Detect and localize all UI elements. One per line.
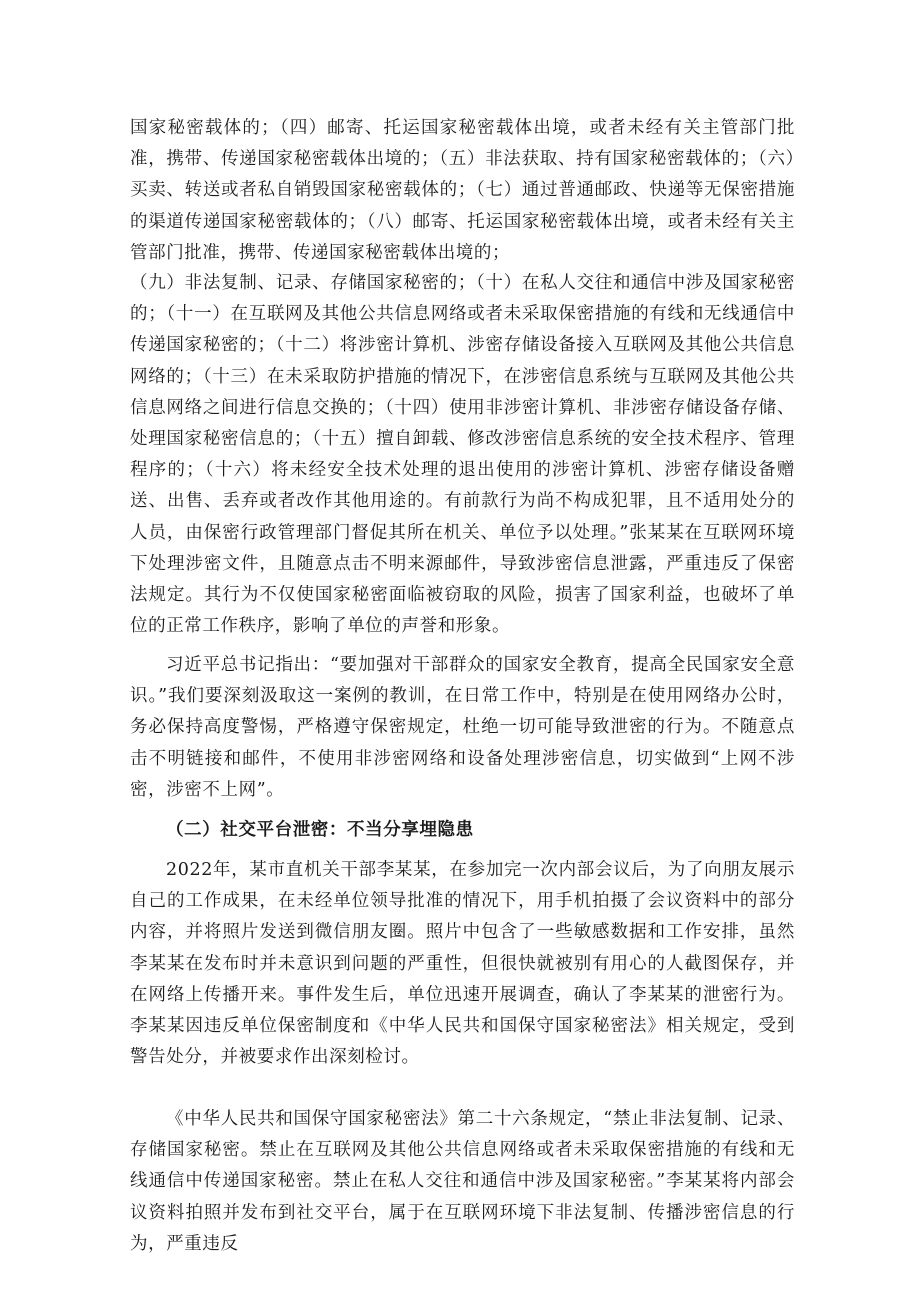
paragraph-law-article: 《中华人民共和国保守国家秘密法》第二十六条规定，“禁止非法复制、记录、存储国家秘密。禁止在互联网及其他公共信息网络或者未采取保密措施的有线和无线通信中传递国家秘密。禁止在私人交往和通信中涉及国家秘密。”李某某将内部会议资料拍照并发布到社交平台，属于在互联网环境下非法复制、传播涉密信息的行为，严重违反 [130,1109,795,1254]
paragraph-xi-quote: 习近平总书记指出：“要加强对干部群众的国家安全教育，提高全民国家安全意识。”我们要深刻汲取这一案例的教训，在日常工作中，特别是在使用网络办公时，务必保持高度警惕，严格遵守保密规定，杜绝一切可能导致泄密的行为。不随意点击不明链接和邮件，不使用非涉密网络和设备处理涉密信息，切实做到“上网不涉密，涉密不上网”。 [130,655,795,800]
paragraph-case-2022: 2022年，某市直机关干部李某某，在参加完一次内部会议后，为了向朋友展示自己的工作成果，在未经单位领导批准的情况下，用手机拍摄了会议资料中的部分内容，并将照片发送到微信朋友圈。照片中包含了一些敏感数据和工作安排，虽然李某某在发布时并未意识到问题的严重性，但很快就被别有用心的人截图保存，并在网络上传播开来。事件发生后，单位迅速开展调查，确认了李某某的泄密行为。李某某因违反单位保密制度和《中华人民共和国保守国家秘密法》相关规定，受到警告处分，并被要求作出深刻检讨。 [130,860,795,1068]
paragraph-violations-list-2: （九）非法复制、记录、存储国家秘密的；（十）在私人交往和通信中涉及国家秘密的；（十一）在互联网及其他公共信息网络或者未采取保密措施的有线和无线通信中传递国家秘密的；（十二）将涉密计算机、涉密存储设备接入互联网及其他公共信息网络的；（十三）在未采取防护措施的情况下，在涉密信息系统与互联网及其他公共信息网络之间进行信息交换的；（十四）使用非涉密计算机、非涉密存储设备存储、处理国家秘密信息的；（十五）擅自卸载、修改涉密信息系统的安全技术程序、管理程序的；（十六）将未经安全技术处理的退出使用的涉密计算机、涉密存储设备赠送、出售、丢弃或者改作其他用途的。有前款行为尚不构成犯罪，且不适用处分的人员，由保密行政管理部门督促其所在机关、单位予以处理。”张某某在互联网环境下处理涉密文件，且随意点击不明来源邮件，导致涉密信息泄露，严重违反了保密法规定。其行为不仅使国家秘密面临被窃取的风险，损害了国家利益，也破坏了单位的正常工作秩序，影响了单位的声誉和形象。 [130,273,795,637]
section-heading: （二）社交平台泄密：不当分享埋隐患 [166,820,474,840]
paragraph-violations-list-1: 国家秘密载体的；（四）邮寄、托运国家秘密载体出境，或者未经有关主管部门批准，携带、传递国家秘密载体出境的；（五）非法获取、持有国家秘密载体的；（六）买卖、转送或者私自销毁国家秘密载体的；（七）通过普通邮政、快递等无保密措施的渠道传递国家秘密载体的；（八）邮寄、托运国家秘密载体出境，或者未经有关主管部门批准，携带、传递国家秘密载体出境的； [130,118,795,263]
